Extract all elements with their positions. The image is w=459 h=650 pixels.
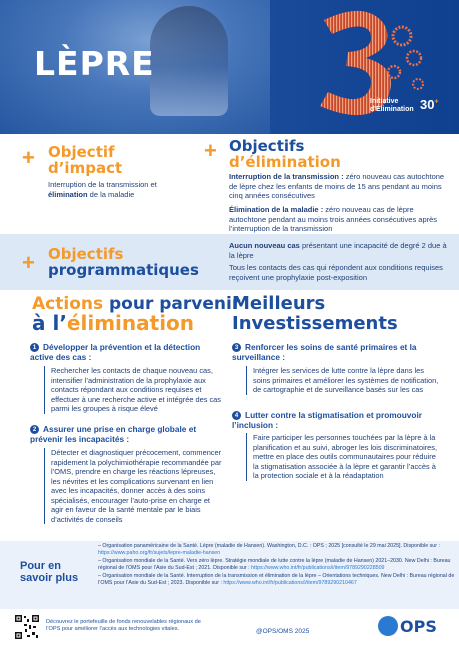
copyright-handle: @OPS/OMS 2025 bbox=[256, 628, 310, 635]
actions-heading-line2: à l’élimination bbox=[32, 311, 195, 335]
plus-icon: + bbox=[204, 138, 217, 163]
programmatic-p2: Tous les contacts des cas qui répondent aux conditions requises reçoivent une prophylaxie post-exposition bbox=[229, 263, 443, 282]
action-1-body: Rechercher les contacts de chaque nouveau cas, intensifier l’administration de la prophylaxie aux contacts répondant aux conditions requises et effectuer à une recherche active et intégrée des cas parmi les groupes à risque élevé bbox=[44, 366, 222, 414]
hero-banner bbox=[0, 0, 459, 134]
initiative-label: Initiative d'Élimination bbox=[370, 98, 414, 113]
number-badge: 4 bbox=[232, 411, 241, 420]
page-title: LÈPRE bbox=[34, 44, 155, 83]
reference-link[interactable]: https://www.who.int/fr/publications/i/item/9789290228509 bbox=[251, 564, 385, 571]
plus-icon: + bbox=[22, 250, 35, 275]
investment-4-title: 4 Lutter contre la stigmatisation et promouvoir l’inclusion : bbox=[232, 410, 423, 430]
programmatic-heading: Objectifs programmatiques bbox=[48, 245, 199, 279]
impact-heading: Objectif d’impact bbox=[48, 143, 123, 177]
ops-logo: OPS bbox=[400, 617, 437, 636]
initiative-logo: 30+ bbox=[420, 97, 439, 112]
number-badge: 2 bbox=[30, 425, 39, 434]
investments-heading-line2: Investissements bbox=[232, 313, 398, 334]
investment-4-body: Faire participer les personnes touchées par la lèpre à la planification et au suivi, abroger les lois discriminatoires, mettre en place des outils communautaires pour réduire la stigmatisation associée à la lèpre et garantir l’accès à la protection sociale et à la réadaptation bbox=[246, 433, 442, 481]
plus-icon: + bbox=[22, 145, 35, 170]
investment-3-title: 3 Renforcer les soins de santé primaires et la surveillance : bbox=[232, 342, 417, 362]
investments-heading-line1: Meilleurs bbox=[232, 293, 326, 314]
reference-link[interactable]: https://www.who.int/fr/publications/i/item/9789290210467 bbox=[223, 579, 357, 586]
reference-item: – Organisation mondiale de la Santé. Interruption de la transmission et élimination de la lèpre – Orientations techniques. New Delhi : Bureau régional de l’OMS pour l’Asie du Sud-Est ; 2023. Disponible sur : https://www.who.int/fr/publications/i/item/9789290210467 bbox=[98, 573, 455, 586]
footer-text: Découvrez le portefeuille de fonds renouvelables régionaux de l’OPS pour améliorer l’accès aux technologies vitales. bbox=[46, 619, 201, 632]
elimination-heading: Objectifs d’élimination bbox=[229, 137, 341, 171]
number-badge: 3 bbox=[232, 343, 241, 352]
number-badge: 1 bbox=[30, 343, 39, 352]
references-list bbox=[98, 543, 458, 589]
programmatic-p1: Aucun nouveau cas présentant une incapacité de degré 2 due à la lèpre bbox=[229, 241, 447, 260]
action-1-title: 1 Développer la prévention et la détection active des cas : bbox=[30, 342, 201, 362]
action-2-body: Détecter et diagnostiquer précocement, commencer rapidement la polychimiothérapie recommandée par l’OMS, prendre en charge les réactions lépreuses, les névrites et les complications survenant en lien avec les incapacités, donner accès à des soins spécialisés, encourager l’auto-prise en charge et agir en faveur de la santé mentale par le biais d’activités de conseils bbox=[44, 448, 222, 524]
elimination-p2: Élimination de la maladie : zéro nouveau cas de lèpre autochtone pendant au moins trois années consécutives après l’interruption de la transmission bbox=[229, 205, 438, 234]
action-2-title: 2 Assurer une prise en charge globale et prévenir les incapacités : bbox=[30, 424, 197, 444]
elimination-p1: Interruption de la transmission : zéro nouveau cas autochtone de lèpre chez les enfants de moins de 15 ans pendant au moins cinq années consécutives bbox=[229, 172, 445, 201]
reference-item: – Organisation mondiale de la Santé. Vers zéro lèpre. Stratégie mondiale de lutte contre la lèpre (maladie de Hansen) 2021–2030. New Delhi : Bureau régional de l’OMS pour l’Asie du Sud-Est ; 2021. Disponible sur : https://www.who.int/fr/publications/i/item/9789290228509 bbox=[98, 558, 451, 571]
references-title: Pour en savoir plus bbox=[20, 560, 79, 584]
qr-code-icon[interactable] bbox=[14, 614, 40, 640]
actions-heading-line1: Actions pour parvenir bbox=[32, 294, 241, 314]
reference-item: – Organisation panaméricaine de la Santé. Lèpre (maladie de Hansen). Washington, D.C. : OPS ; 2025 [consulté le 29 mai 2025]. Disponible sur : https://www.paho.org/fr/sujets/lepre-maladie-hansen bbox=[98, 543, 440, 556]
paho-emblem-icon bbox=[378, 616, 398, 636]
impact-text: Interruption de la transmission et élimination de la maladie bbox=[48, 180, 157, 199]
health-worker-photo bbox=[150, 6, 228, 116]
investment-3-body: Intégrer les services de lutte contre la lèpre dans les soins primaires et améliorer les systèmes de notification, de cartographie et de surveillance basés sur les cas bbox=[246, 366, 442, 395]
reference-link[interactable]: https://www.paho.org/fr/sujets/lepre-maladie-hansen bbox=[98, 549, 221, 556]
